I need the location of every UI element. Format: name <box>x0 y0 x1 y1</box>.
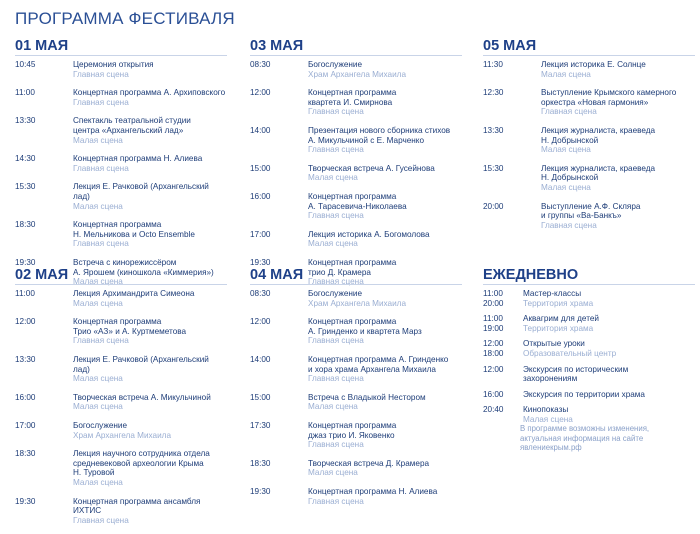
event-item <box>483 202 695 231</box>
event-title: Концертная программа Н. Алиева <box>73 154 203 164</box>
event-time: 12:00 <box>250 317 271 327</box>
daily-title: Открытые уроки <box>523 339 585 349</box>
event-title: Концертная программа квартета И. Смирнова <box>308 88 397 107</box>
event-item <box>15 154 227 173</box>
event-item <box>15 116 227 145</box>
event-title: Творческая встреча Д. Крамера <box>308 458 430 468</box>
event-venue: Малая сцена <box>73 135 123 145</box>
event-time: 12:00 <box>15 317 36 327</box>
event-venue: Малая сцена <box>541 69 591 79</box>
event-item <box>483 126 695 155</box>
event-time: 17:30 <box>250 420 271 430</box>
daily-item <box>483 289 695 308</box>
event-title: Выступление Крымского камерного оркестра «Новая гармония» <box>541 88 677 107</box>
event-title: Богослужение <box>308 60 363 69</box>
event-time: 14:00 <box>250 125 271 135</box>
daily-place: Малая сцена <box>523 414 573 424</box>
event-title: Концертная программа Трио «АЗ» и А. Куртмеметова <box>73 317 187 336</box>
event-time: 19:30 <box>250 257 271 267</box>
event-time: 12:00 <box>250 88 271 98</box>
event-time: 15:30 <box>15 182 36 192</box>
event-item <box>250 164 462 183</box>
day-block-may-01 <box>15 38 227 296</box>
event-item <box>250 230 462 249</box>
event-time: 15:00 <box>250 163 271 173</box>
event-item <box>250 317 462 346</box>
event-time: 13:30 <box>15 354 36 364</box>
event-time: 19:30 <box>250 486 271 496</box>
event-venue: Главная сцена <box>308 374 364 384</box>
event-title: Презентация нового сборника стихов А. Микульчиной с Е. Марченко <box>308 125 451 145</box>
event-venue: Малая сцена <box>541 182 591 192</box>
event-venue: Малая сцена <box>541 145 591 155</box>
event-title: Творческая встреча А. Микульчиной <box>73 392 211 402</box>
daily-times <box>483 405 504 415</box>
daily-place: Образовательный центр <box>523 348 617 358</box>
event-venue: Главная сцена <box>73 97 129 107</box>
event-title: Концертная программа А. Гринденко и хора храма Архангела Михаила <box>308 354 449 374</box>
event-time: 15:00 <box>250 392 271 402</box>
event-venue: Малая сцена <box>308 239 358 249</box>
daily-place: Территория храма <box>523 298 594 308</box>
event-item <box>15 182 227 211</box>
event-title: Церемония открытия <box>73 60 154 69</box>
day-heading: 04 МАЯ <box>250 267 462 285</box>
event-venue: Главная сцена <box>541 220 597 230</box>
event-time: 13:30 <box>483 125 504 135</box>
daily-time: 16:00 <box>483 389 504 399</box>
event-item <box>15 421 227 440</box>
event-venue: Малая сцена <box>308 173 358 183</box>
event-venue: Малая сцена <box>308 402 358 412</box>
daily-time: 12:00 <box>483 364 504 374</box>
event-time: 08:30 <box>250 60 271 69</box>
day-heading: 05 МАЯ <box>483 38 695 56</box>
daily-place: захоронениям <box>523 374 578 384</box>
daily-title: Мастер-классы <box>523 289 582 298</box>
event-venue: Главная сцена <box>308 336 364 346</box>
event-time: 08:30 <box>250 289 271 298</box>
daily-time: 11:00 <box>483 289 503 298</box>
daily-block <box>483 267 695 431</box>
event-time: 16:00 <box>250 191 271 201</box>
daily-title: Экскурсия по территории храма <box>523 389 645 399</box>
event-title: Встреча с кинорежиссёром А. Ярошем (киношкола «Киммерия») <box>73 257 214 277</box>
daily-time: 12:00 <box>483 339 504 349</box>
event-item <box>483 60 695 79</box>
event-venue: Малая сцена <box>73 402 123 412</box>
event-time: 10:45 <box>15 60 36 69</box>
daily-times <box>483 314 504 333</box>
event-venue: Главная сцена <box>308 145 364 155</box>
event-time: 11:30 <box>483 60 503 69</box>
event-venue: Малая сцена <box>73 477 123 487</box>
event-time: 16:00 <box>15 392 36 402</box>
event-time: 11:00 <box>15 289 35 298</box>
day-block-may-05 <box>483 38 695 239</box>
daily-times <box>483 365 504 375</box>
daily-time: 18:00 <box>483 348 504 358</box>
daily-heading: ЕЖЕДНЕВНО <box>483 267 695 285</box>
event-venue: Главная сцена <box>308 496 364 506</box>
event-time: 17:00 <box>250 229 271 239</box>
event-title: Богослужение <box>308 289 363 298</box>
event-title: Концертная программа трио Д. Крамера <box>308 257 397 277</box>
event-time: 12:30 <box>483 88 504 98</box>
daily-time: 20:40 <box>483 405 504 415</box>
event-item <box>250 88 462 117</box>
event-time: 13:30 <box>15 116 36 126</box>
event-venue: Главная сцена <box>73 336 129 346</box>
event-title: Лекция журналиста, краеведа Н. Добрынской <box>541 163 656 183</box>
event-title: Спектакль театральной студии центра «Архангельский лад» <box>73 116 191 135</box>
event-title: Творческая встреча А. Гусейнова <box>308 163 435 173</box>
event-item <box>15 393 227 412</box>
event-item <box>250 393 462 412</box>
event-time: 18:30 <box>15 449 36 459</box>
event-time: 11:00 <box>15 88 35 98</box>
event-item <box>250 192 462 221</box>
event-item <box>250 126 462 155</box>
event-item <box>250 459 462 478</box>
event-item <box>250 487 462 506</box>
event-venue: Малая сцена <box>73 201 123 211</box>
event-venue: Главная сцена <box>308 277 364 287</box>
day-block-may-03 <box>250 38 462 296</box>
event-item <box>15 317 227 346</box>
event-title: Лекция Е. Рачковой (Архангельский лад) <box>73 182 209 201</box>
daily-title: Экскурсия по историческим <box>523 364 629 374</box>
event-item <box>15 449 227 487</box>
day-block-may-04 <box>250 267 462 515</box>
event-title: Концертная программа А. Тарасевича-Николаева <box>308 191 407 211</box>
event-venue: Главная сцена <box>73 239 129 249</box>
event-venue: Главная сцена <box>308 211 364 221</box>
event-venue: Храм Архангела Михаила <box>308 298 407 308</box>
event-venue: Главная сцена <box>541 107 597 117</box>
event-item <box>250 355 462 384</box>
event-title: Концертная программа Н. Алиева <box>308 486 438 496</box>
event-item <box>15 60 227 79</box>
event-time: 14:30 <box>15 154 36 164</box>
event-item <box>15 220 227 249</box>
event-venue: Главная сцена <box>73 515 129 525</box>
event-venue: Малая сцена <box>73 277 123 287</box>
event-item <box>15 497 227 526</box>
event-title: Лекция Е. Рачковой (Архангельский лад) <box>73 354 209 374</box>
event-time: 18:30 <box>15 220 36 230</box>
event-venue: Главная сцена <box>73 69 129 79</box>
event-title: Выступление А.Ф. Скляра и группы «Ва-Банкъ» <box>541 201 641 221</box>
event-item <box>250 289 462 308</box>
daily-item <box>483 405 695 424</box>
event-title: Встреча с Владыкой Нестором <box>308 392 426 402</box>
event-venue: Храм Архангела Михаила <box>73 430 172 440</box>
event-time: 14:00 <box>250 354 271 364</box>
event-item <box>15 88 227 107</box>
event-time: 19:30 <box>15 496 36 506</box>
event-time: 15:30 <box>483 163 504 173</box>
event-item <box>15 289 227 308</box>
daily-title: Кинопоказы <box>523 405 569 415</box>
daily-item <box>483 390 695 400</box>
changes-note: В программе возможны изменения, актуальная информация на сайте явлениекрым.рф <box>520 424 650 452</box>
event-title: Концертная программа ансамбля ИХТИС <box>73 496 201 516</box>
daily-times <box>483 390 504 400</box>
day-heading: 01 МАЯ <box>15 38 227 56</box>
event-item <box>483 164 695 193</box>
daily-time: 11:00 <box>483 314 503 324</box>
event-time: 17:00 <box>15 420 36 430</box>
event-time: 19:30 <box>15 257 36 267</box>
event-time: 18:30 <box>250 458 271 468</box>
event-venue: Главная сцена <box>308 107 364 117</box>
daily-item <box>483 339 695 358</box>
event-title: Лекция Архимандрита Симеона <box>73 289 195 298</box>
daily-title: Аквагрим для детей <box>523 314 599 324</box>
event-time: 20:00 <box>483 201 504 211</box>
event-venue: Малая сцена <box>73 374 123 384</box>
event-title: Богослужение <box>73 420 128 430</box>
event-title: Лекция журналиста, краеведа Н. Добрынской <box>541 125 656 145</box>
event-item <box>250 60 462 79</box>
day-heading: 03 МАЯ <box>250 38 462 56</box>
event-title: Лекция историка А. Богомолова <box>308 229 430 239</box>
event-venue: Главная сцена <box>73 163 129 173</box>
daily-item <box>483 365 695 384</box>
event-title: Лекция историка Е. Солнце <box>541 60 646 69</box>
page-title: ПРОГРАММА ФЕСТИВАЛЯ <box>15 9 235 28</box>
event-title: Концертная программа Н. Мельникова и Octo Ensemble <box>73 220 195 239</box>
daily-time: 20:00 <box>483 298 504 308</box>
daily-times <box>483 289 504 308</box>
event-venue: Малая сцена <box>73 298 123 308</box>
daily-place: Территория храма <box>523 323 594 333</box>
event-item <box>250 421 462 450</box>
event-title: Концертная программа А. Гринденко и квартета Марз <box>308 317 422 336</box>
daily-times <box>483 339 504 358</box>
event-title: Концертная программа А. Архиповского <box>73 88 226 98</box>
event-item <box>15 355 227 384</box>
event-title: Концертная программа джаз трио И. Яковенко <box>308 420 397 440</box>
event-venue: Храм Архангела Михаила <box>308 69 407 79</box>
event-venue: Малая сцена <box>308 468 358 478</box>
event-item <box>483 88 695 117</box>
event-title: Лекция научного сотрудника отдела средневековой археологии Крыма Н. Туровой <box>73 449 210 478</box>
daily-item <box>483 314 695 333</box>
event-venue: Главная сцена <box>308 440 364 450</box>
daily-time: 19:00 <box>483 323 504 333</box>
day-heading: 02 МАЯ <box>15 267 227 285</box>
